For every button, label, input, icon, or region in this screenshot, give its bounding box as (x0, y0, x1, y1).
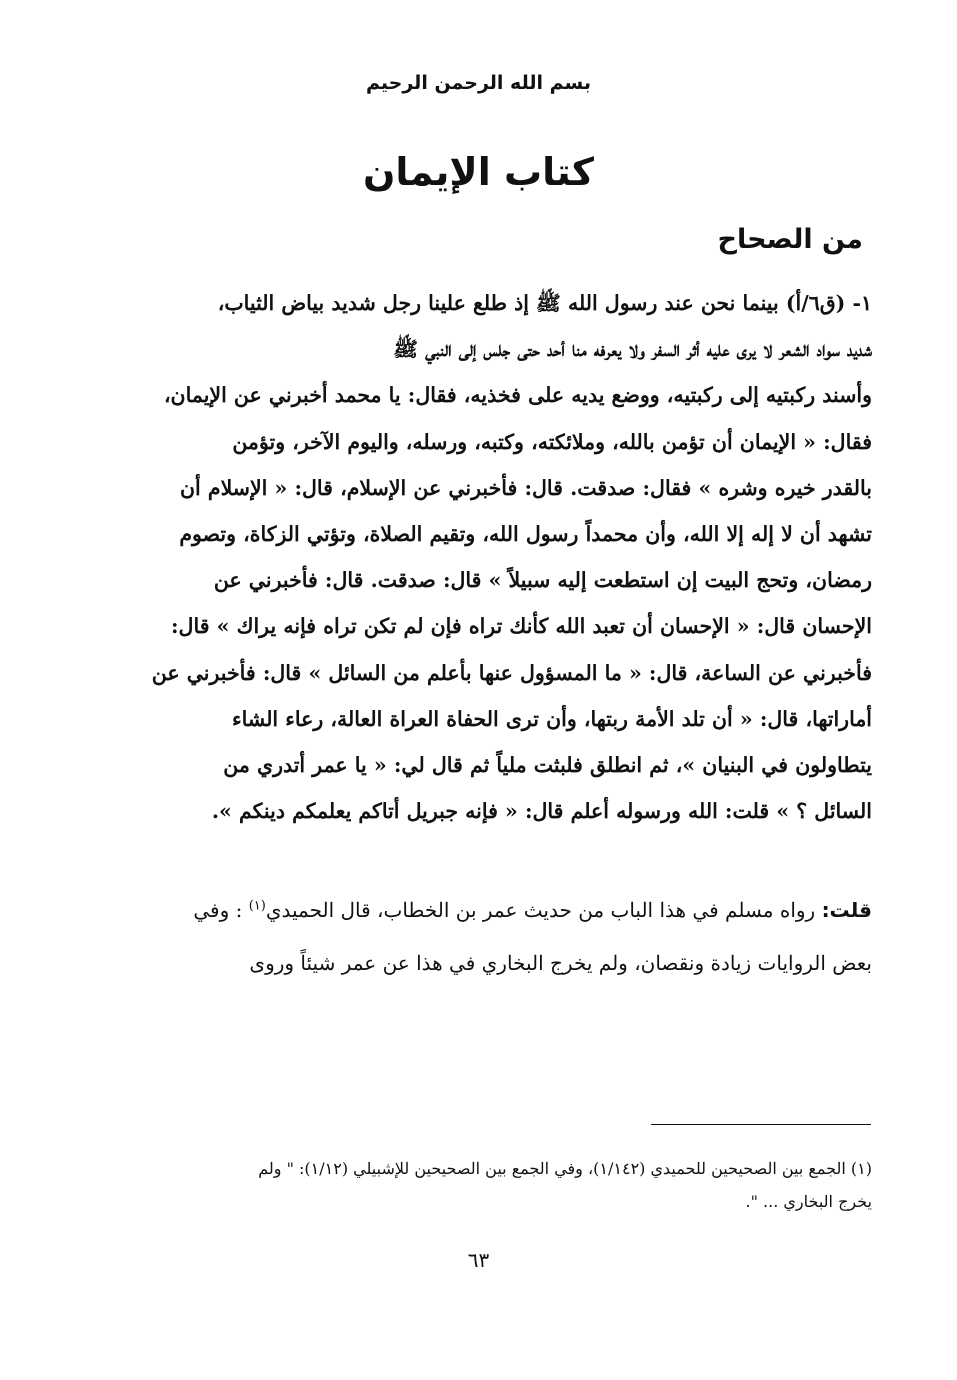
comment-line: بعض الروايات زيادة ونقصان، ولم يخرج البخاري في هذا عن عمر شيئاً وروى (249, 951, 872, 975)
hadith-line: شديد سواد الشعر لا يرى عليه أثر السفر ولا يعرفه منا أحد حتى جلس إلى النبي ﷺ (393, 337, 872, 362)
comment-text-end: : وفي (193, 898, 243, 922)
hadith-line: يتطاولون في البنيان »، ثم انطلق فلبثت ملياً ثم قال لي: « يا عمر أتدري من (223, 752, 872, 777)
book-title: كتاب الإيمان (362, 150, 595, 194)
footnote-reference[interactable]: (١) (248, 898, 266, 914)
footnote-divider (651, 1124, 871, 1125)
hadith-line: أماراتها، قال: « أن تلد الأمة ربتها، وأن ترى الحفاة العراة العالة، رعاء الشاء (232, 706, 872, 731)
hadith-line: رمضان، وتحج البيت إن استطعت إليه سبيلاً » قال: صدقت. قال: فأخبرني عن (213, 568, 872, 593)
footnote (102, 1152, 872, 1218)
hadith-line: الإحسان قال: « الإحسان أن تعبد الله كأنك تراه فإن لم تكن تراه فإنه يراك » قال: (170, 614, 872, 639)
hadith-text (102, 280, 872, 834)
section-title: من الصحاح (717, 224, 863, 255)
hadith-line: وأسند ركبتيه إلى ركبتيه، ووضع يديه على فخذيه، فقال: يا محمد أخبرني عن الإيمان، (163, 383, 872, 408)
hadith-line: تشهد أن لا إله إلا الله، وأن محمداً رسول الله، وتقيم الصلاة، وتؤتي الزكاة، وتصوم (179, 521, 872, 546)
basmala-header: بسم الله الرحمن الرحيم (366, 72, 591, 94)
hadith-line: ١- (ق٦/أ) بينما نحن عند رسول الله ﷺ إذ طلع علينا رجل شديد بياض الثياب، (217, 291, 872, 315)
footnote-line: (١) الجمع بين الصحيحين للحميدي (١/١٤٢)، وفي الجمع بين الصحيحين للإشبيلي (١/١٢): " ولم (258, 1159, 872, 1178)
hadith-line: السائل ؟ » قلت: الله ورسوله أعلم قال: « فإنه جبريل أتاكم يعلمكم دينكم ». (211, 799, 872, 824)
comment-keyword: قلت: (821, 898, 872, 922)
footnote-line: يخرج البخاري ... ". (745, 1192, 872, 1211)
comment-text: رواه مسلم في هذا الباب من حديث عمر بن الخطاب، قال الحميدي (265, 898, 816, 922)
hadith-line: فقال: « الإيمان أن تؤمن بالله، وملائكته، وكتبه، ورسله، واليوم الآخر، وتؤمن (232, 429, 872, 454)
author-comment (102, 884, 872, 990)
page-number: ٦٣ (467, 1248, 490, 1272)
hadith-line: بالقدر خيره وشره » فقال: صدقت. قال: فأخبرني عن الإسلام، قال: « الإسلام أن (180, 475, 872, 500)
comment-line (102, 884, 872, 937)
hadith-line: فأخبرني عن الساعة، قال: « ما المسؤول عنها بأعلم من السائل » قال: فأخبرني عن (151, 660, 872, 685)
